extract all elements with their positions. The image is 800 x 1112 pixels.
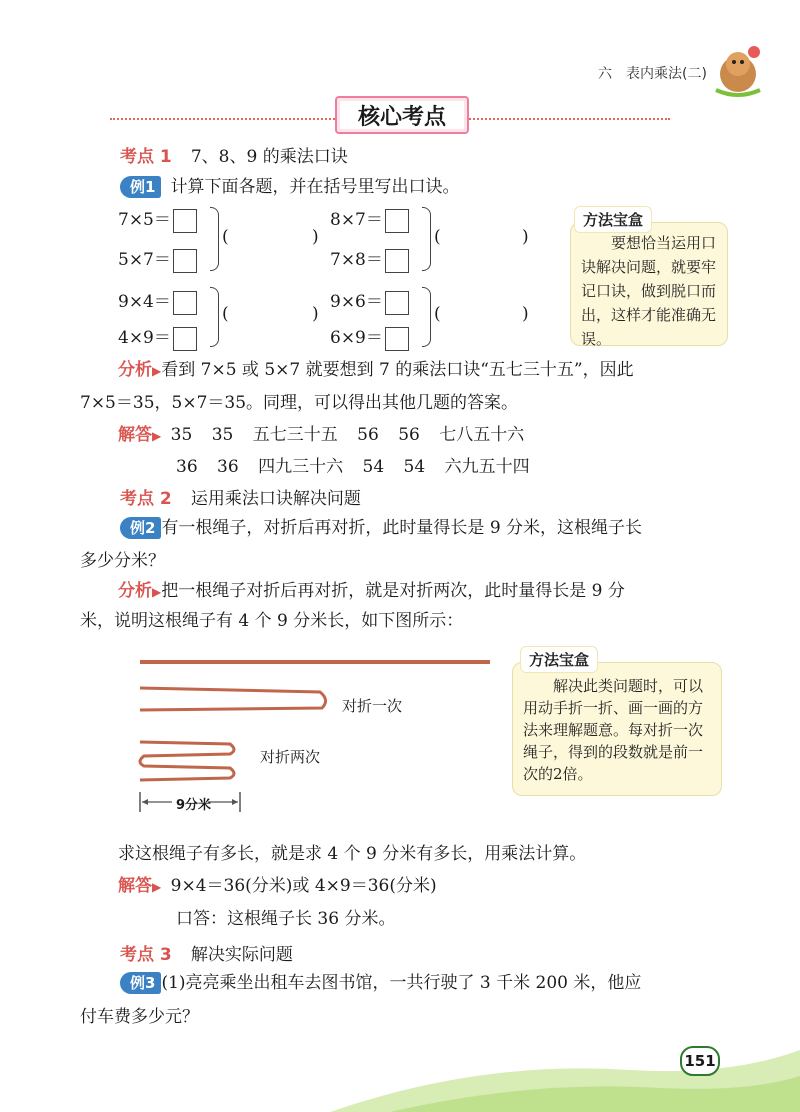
example-badge: 例3 [120, 972, 161, 994]
analysis-text: 把一根绳子对折后再对折，就是对折两次，此时量得长是 9 分 [161, 581, 625, 601]
answer-value: 54 [403, 457, 426, 477]
fold-once-label: 对折一次 [342, 697, 403, 715]
answer-box[interactable] [385, 327, 409, 351]
example-2-line2: 多少分米？ [80, 551, 165, 571]
answer-rhyme: 四九三十六 [258, 457, 344, 477]
answer-box[interactable] [173, 291, 197, 315]
equation-row [330, 245, 409, 273]
page-number: 151 [680, 1046, 720, 1076]
kaodian-title: 运用乘法口诀解决问题 [190, 489, 361, 509]
arrow-left-icon [142, 799, 148, 805]
arrow-icon: ▶ [152, 429, 162, 443]
brace [422, 207, 431, 271]
answer-value: 56 [398, 425, 420, 445]
equation-text: 6×9＝ [330, 328, 383, 348]
equation-text: 4×9＝ [118, 328, 171, 348]
example-question: (1)亮亮乘坐出租车去图书馆，一共行驶了 3 千米 200 米，他应 [161, 973, 642, 993]
tip-title: 方法宝盒 [574, 206, 652, 233]
tip-title: 方法宝盒 [520, 646, 598, 673]
paren-open: ( [434, 304, 441, 324]
rhyme-paren [222, 304, 229, 324]
analysis-label: 分析 [118, 360, 152, 380]
answer-2-line2: 口答：这根绳子长 36 分米。 [176, 909, 396, 929]
rhyme-paren [522, 227, 529, 247]
equation-row [118, 287, 197, 315]
equation-text: 7×5＝ [118, 210, 171, 230]
analysis-1-line2: 7×5＝35，5×7＝35。同理，可以得出其他几题的答案。 [80, 393, 519, 413]
rhyme-paren [434, 227, 441, 247]
answer-1-row1 [118, 420, 524, 451]
example-3-line2: 付车费多少元？ [80, 1007, 199, 1027]
equation-text: 7×8＝ [330, 250, 383, 270]
example-question: 有一根绳子，对折后再对折，此时量得长是 9 分米，这根绳子长 [161, 518, 643, 538]
kaodian-label: 考点 3 [120, 945, 172, 965]
paren-open: ( [222, 227, 229, 247]
answer-rhyme: 七八五十六 [439, 425, 525, 445]
equation-row [330, 323, 409, 351]
example-1-question [120, 172, 460, 202]
analysis-1 [118, 355, 728, 386]
equation-text: 9×4＝ [118, 292, 171, 312]
equation-text: 9×6＝ [330, 292, 383, 312]
arrow-icon: ▶ [152, 364, 162, 378]
arrow-right-icon [232, 799, 238, 805]
answer-text: 9×4＝36(分米)或 4×9＝36(分米) [170, 876, 437, 896]
rope-folded-twice [140, 742, 234, 780]
paren-close: ) [312, 304, 319, 324]
paren-close: ) [312, 227, 319, 247]
answer-box[interactable] [385, 209, 409, 233]
answer-box[interactable] [173, 327, 197, 351]
equation-row [118, 323, 197, 351]
chapter-header: 六 表内乘法(二) [598, 66, 707, 82]
brace [422, 287, 431, 347]
section-title: 核心考点 [335, 96, 469, 134]
answer-box[interactable] [173, 249, 197, 273]
tip-text: 要想恰当运用口诀解决问题，就要牢记口诀，做到脱口而出，这样才能准确无误。 [581, 234, 717, 348]
rhyme-paren [312, 304, 319, 324]
answer-rhyme: 五七三十五 [252, 425, 338, 445]
paren-open: ( [434, 227, 441, 247]
analysis-2-line2: 米，说明这根绳子有 4 个 9 分米长，如下图所示： [80, 611, 464, 631]
answer-value: 54 [362, 457, 385, 477]
answer-label: 解答 [118, 876, 152, 896]
fold-twice-label: 对折两次 [260, 748, 321, 766]
analysis-text: 看到 7×5 或 5×7 就要想到 7 的乘法口诀“五七三十五”，因此 [161, 360, 634, 380]
mascot-illustration [708, 40, 768, 100]
equation-text: 8×7＝ [330, 210, 383, 230]
kaodian-3 [120, 940, 293, 965]
answer-value: 36 [217, 457, 239, 477]
example-3 [120, 968, 730, 998]
kaodian-label: 考点 2 [120, 489, 172, 509]
rhyme-paren [222, 227, 229, 247]
example-badge: 例1 [120, 176, 161, 198]
equation-row [330, 287, 409, 315]
tip-text: 解决此类问题时，可以用动手折一折、画一画的方法来理解题意。每对折一次绳子，得到的段数就是前一次的2倍。 [523, 677, 704, 783]
equation-row [330, 205, 409, 233]
kaodian-title: 7、8、9 的乘法口诀 [190, 147, 348, 167]
answer-value: 36 [176, 457, 198, 477]
example-2-continuation: 求这根绳子有多长，就是求 4 个 9 分米有多长，用乘法计算。 [118, 844, 587, 864]
answer-2 [118, 871, 437, 902]
answer-value: 35 [211, 425, 234, 445]
analysis-label: 分析 [118, 581, 152, 601]
rhyme-paren [312, 227, 319, 247]
equation-text: 5×7＝ [118, 250, 171, 270]
example-question: 计算下面各题，并在括号里写出口诀。 [170, 177, 460, 197]
answer-value: 56 [357, 425, 379, 445]
analysis-2 [118, 576, 728, 607]
kaodian-title: 解决实际问题 [190, 945, 293, 965]
paren-close: ) [522, 227, 529, 247]
arrow-icon: ▶ [152, 585, 162, 599]
kaodian-2 [120, 484, 361, 509]
answer-label: 解答 [118, 425, 152, 445]
measure-label: 9分米 [176, 798, 212, 813]
equation-row [118, 245, 197, 273]
kaodian-label: 考点 1 [120, 147, 172, 167]
rhyme-paren [522, 304, 529, 324]
tip-box [570, 222, 728, 346]
rhyme-paren [434, 304, 441, 324]
paren-close: ) [522, 304, 529, 324]
equation-row [118, 205, 197, 233]
example-badge: 例2 [120, 517, 161, 539]
kaodian-1 [120, 142, 348, 167]
arrow-icon: ▶ [152, 880, 162, 894]
answer-value: 35 [170, 425, 193, 445]
rope-folded-once [140, 688, 326, 710]
brace [210, 287, 219, 347]
example-2 [120, 513, 730, 543]
footer-wave-decoration [330, 1040, 800, 1112]
brace [210, 207, 219, 271]
answer-box[interactable] [385, 291, 409, 315]
answer-1-row2 [176, 452, 530, 482]
answer-box[interactable] [173, 209, 197, 233]
paren-open: ( [222, 304, 229, 324]
answer-box[interactable] [385, 249, 409, 273]
answer-rhyme: 六九五十四 [444, 457, 530, 477]
tip-box [512, 662, 722, 796]
